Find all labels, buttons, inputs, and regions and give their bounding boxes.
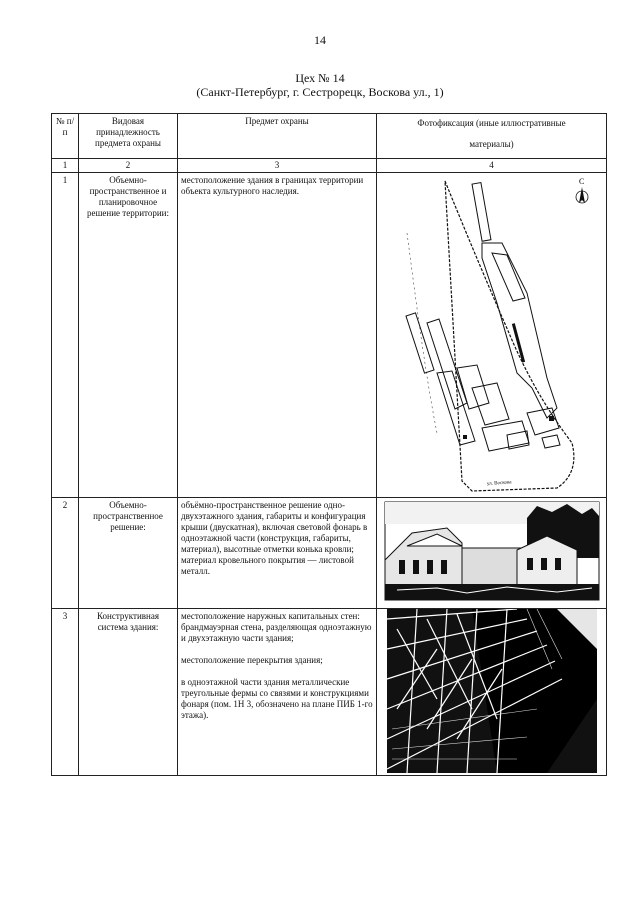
header-photo-line2: материалы) (469, 139, 514, 149)
header-num: № п/п (52, 114, 79, 159)
title-line-2: (Санкт-Петербург, г. Сестрорецк, Воскова ул., 1) (196, 85, 444, 99)
building-hatching (463, 323, 554, 439)
subject-line: в одноэтажной части здания металлические треугольные фермы со связями и конструкциями фонаря (пом. 1Н 3, обозначено на плане ПИБ 1-го этажа). (181, 677, 373, 720)
facade-photo-cell (377, 498, 607, 609)
table-row (52, 609, 607, 776)
truss-photo (377, 609, 607, 775)
row-type: Объемно-пространственное и планировочное решение территории: (79, 173, 178, 498)
north-label: С (579, 177, 585, 186)
facade-photo (377, 498, 607, 608)
row-subject (178, 498, 377, 609)
subject-line: объёмно-пространственное решение одно-двухэтажного здания, габариты и конфигурация крыши (двускатная), включая световой фонарь в одноэтажной части (конструкция, габариты, материал), высотные отметки конька кровли; (181, 500, 368, 554)
street-label: ул. Воскова (486, 480, 512, 487)
column-number: 1 (52, 159, 79, 173)
column-number: 4 (377, 159, 607, 173)
subject-line: местоположение здания в границах территории объекта культурного наследия. (181, 175, 364, 196)
row-type: Объемно-пространственное решение: (79, 498, 178, 609)
table-row (52, 498, 607, 609)
subject-line: местоположение наружных капитальных стен: (181, 611, 360, 621)
site-plan-drawing (377, 173, 607, 497)
page-number: 14 (314, 33, 326, 47)
table-row (52, 173, 607, 498)
building-outlines (406, 183, 560, 451)
row-number: 1 (52, 173, 79, 498)
header-subject: Предмет охраны (178, 114, 377, 159)
territory-boundary (445, 181, 574, 491)
row-number: 3 (52, 609, 79, 776)
column-number: 3 (178, 159, 377, 173)
header-type: Видовая принадлежность предмета охраны (79, 114, 178, 159)
header-row (52, 114, 607, 159)
subject-line: брандмауэрная стена, разделяющая одноэтажную и двухэтажную части здания; (181, 622, 372, 643)
row-number: 2 (52, 498, 79, 609)
row-type: Конструктивная система здания: (79, 609, 178, 776)
site-plan-cell (377, 173, 607, 498)
row-subject (178, 173, 377, 498)
protection-table (51, 113, 607, 776)
title-line-1: Цех № 14 (295, 71, 345, 85)
column-number-row (52, 159, 607, 173)
subject-line: местоположение перекрытия здания; (181, 655, 323, 665)
ground-shadow (385, 584, 599, 600)
truss-photo-cell (377, 609, 607, 776)
subject-line: материал кровельного покрытия — листовой металл. (181, 555, 354, 576)
north-arrow-icon (576, 177, 588, 203)
column-number: 2 (79, 159, 178, 173)
page-title (0, 71, 640, 99)
row-subject (178, 609, 377, 776)
header-photo (377, 114, 607, 159)
header-photo-line1: Фотофиксация (иные иллюстративные (417, 118, 566, 128)
